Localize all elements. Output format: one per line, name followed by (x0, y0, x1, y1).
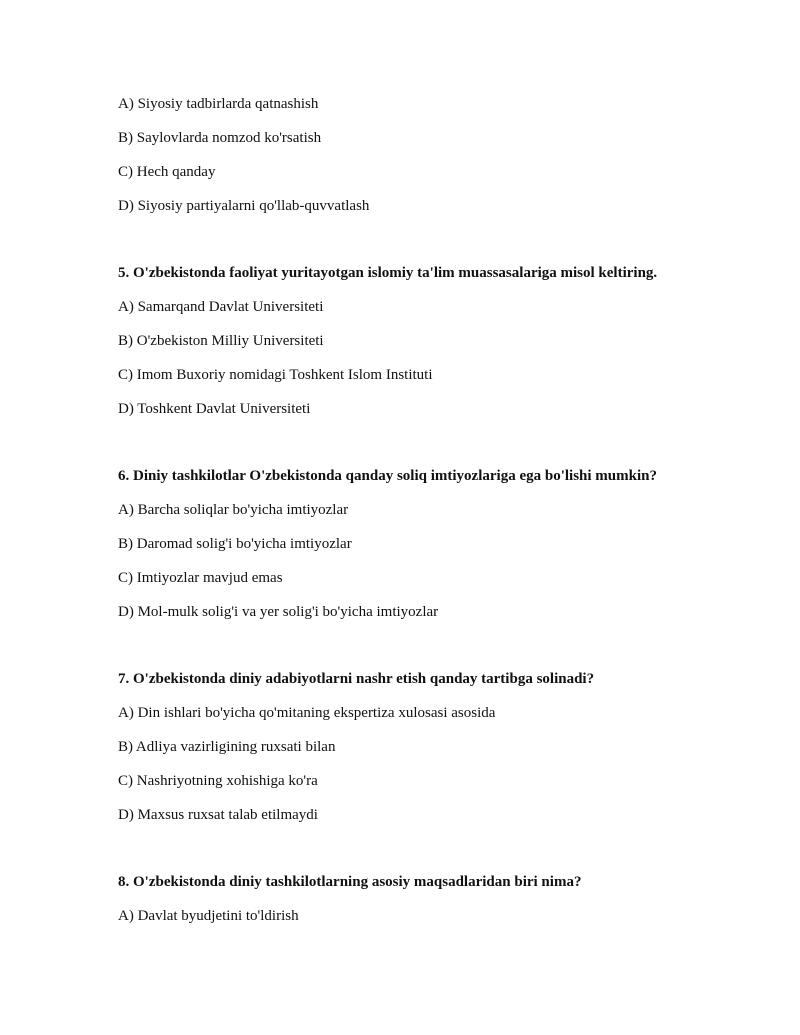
question-5-option-a: A) Samarqand Davlat Universiteti (118, 299, 324, 315)
question-6: 6. Diniy tashkilotlar O'zbekistonda qanday soliq imtiyozlariga ega bo'lishi mumkin? (118, 468, 657, 484)
question-6-option-c: C) Imtiyozlar mavjud emas (118, 570, 283, 586)
question-6-option-d: D) Mol-mulk solig'i va yer solig'i bo'yicha imtiyozlar (118, 604, 439, 620)
question-8-option-a: A) Davlat byudjetini to'ldirish (118, 908, 299, 924)
question-6-option-a: A) Barcha soliqlar bo'yicha imtiyozlar (118, 502, 349, 518)
option-prev-c: C) Hech qanday (118, 164, 216, 180)
question-7-option-d: D) Maxsus ruxsat talab etilmaydi (118, 807, 318, 823)
option-prev-b: B) Saylovlarda nomzod ko'rsatish (118, 130, 322, 146)
question-5-option-b: B) O'zbekiston Milliy Universiteti (118, 333, 324, 349)
option-prev-a: A) Siyosiy tadbirlarda qatnashish (118, 96, 319, 112)
option-prev-d: D) Siyosiy partiyalarni qo'llab-quvvatlash (118, 198, 370, 214)
question-5: 5. O'zbekistonda faoliyat yuritayotgan islomiy ta'lim muassasalariga misol keltiring. (118, 265, 658, 281)
question-7-option-a: A) Din ishlari bo'yicha qo'mitaning ekspertiza xulosasi asosida (118, 705, 496, 721)
question-7-option-b: B) Adliya vazirligining ruxsati bilan (118, 739, 336, 755)
question-5-option-d: D) Toshkent Davlat Universiteti (118, 401, 311, 417)
question-5-option-c: C) Imom Buxoriy nomidagi Toshkent Islom Instituti (118, 367, 433, 383)
question-7-option-c: C) Nashriyotning xohishiga ko'ra (118, 773, 318, 789)
question-6-option-b: B) Daromad solig'i bo'yicha imtiyozlar (118, 536, 352, 552)
question-8: 8. O'zbekistonda diniy tashkilotlarning asosiy maqsadlaridan biri nima? (118, 874, 582, 890)
question-7: 7. O'zbekistonda diniy adabiyotlarni nashr etish qanday tartibga solinadi? (118, 671, 595, 687)
